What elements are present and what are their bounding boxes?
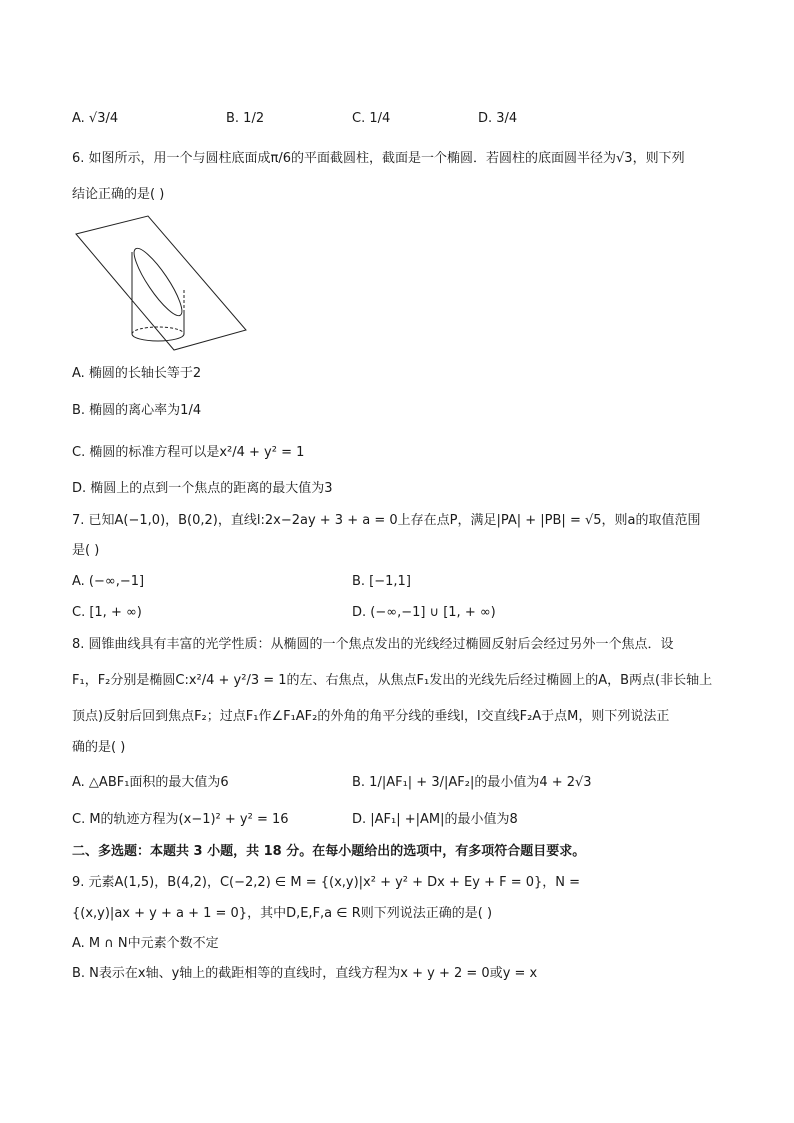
section-heading: 二、多选题：本题共 3 小题，共 18 分。在每小题给出的选项中，有多项符合题目要求。 [72,844,586,859]
q6-option-a: A. 椭圆的长轴长等于2 [72,366,202,381]
q9-stem-line1: 9. 元素A(1,5)，B(4,2)，C(−2,2) ∈ M = {(x,y)|x² + y² + Dx + Ey + F = 0}，N = [72,875,581,890]
q6-stem-line1: 6. 如图所示，用一个与圆柱底面成π/6的平面截圆柱，截面是一个椭圆．若圆柱的底面圆半径为√3，则下列 [72,151,685,166]
q8-option-d: D. |AF₁| +|AM|的最小值为8 [352,812,518,827]
q5-option-c: C. 1/4 [352,111,391,126]
q7-option-c: C. [1, + ∞) [72,605,142,620]
q7-stem-line1: 7. 已知A(−1,0)，B(0,2)，直线l:2x−2ay + 3 + a = 0上存在点P，满足|PA| + |PB| = √5，则a的取值范围 [72,513,701,528]
q9-option-b: B. N表示在x轴、y轴上的截距相等的直线时，直线方程为x + y + 2 = 0或y = x [72,966,538,981]
q8-stem-line4: 确的是( ) [72,740,126,755]
q7-option-d: D. (−∞,−1] ∪ [1, + ∞) [352,605,496,620]
cylinder-section-figure [72,212,252,357]
q6-option-b: B. 椭圆的离心率为1/4 [72,403,202,418]
q7-option-b: B. [−1,1] [352,574,411,589]
q9-stem-line2: {(x,y)|ax + y + a + 1 = 0}，其中D,E,F,a ∈ R则下列说法正确的是( ) [72,906,493,921]
q5-option-b: B. 1/2 [226,111,265,126]
q5-option-d: D. 3/4 [478,111,518,126]
q6-option-c: C. 椭圆的标准方程可以是x²/4 + y² = 1 [72,445,305,460]
q7-stem-line2: 是( ) [72,543,100,558]
q6-stem-line2: 结论正确的是( ) [72,187,165,202]
q8-stem-line1: 8. 圆锥曲线具有丰富的光学性质：从椭圆的一个焦点发出的光线经过椭圆反射后会经过另外一个焦点．设 [72,637,674,652]
q7-option-a: A. (−∞,−1] [72,574,145,589]
q5-option-a: A. √3/4 [72,111,119,126]
q8-option-a: A. △ABF₁面积的最大值为6 [72,775,229,790]
q8-option-c: C. M的轨迹方程为(x−1)² + y² = 16 [72,812,289,827]
q6-option-d: D. 椭圆上的点到一个焦点的距离的最大值为3 [72,481,333,496]
q8-stem-line2: F₁，F₂分别是椭圆C:x²/4 + y²/3 = 1的左、右焦点，从焦点F₁发出的光线先后经过椭圆上的A，B两点(非长轴上 [72,673,713,688]
q8-stem-line3: 顶点)反射后回到焦点F₂；过点F₁作∠F₁AF₂的外角的角平分线的垂线l，l交直线F₂A于点M，则下列说法正 [72,709,670,724]
q8-option-b: B. 1/|AF₁| + 3/|AF₂|的最小值为4 + 2√3 [352,775,592,790]
q9-option-a: A. M ∩ N中元素个数不定 [72,936,219,951]
